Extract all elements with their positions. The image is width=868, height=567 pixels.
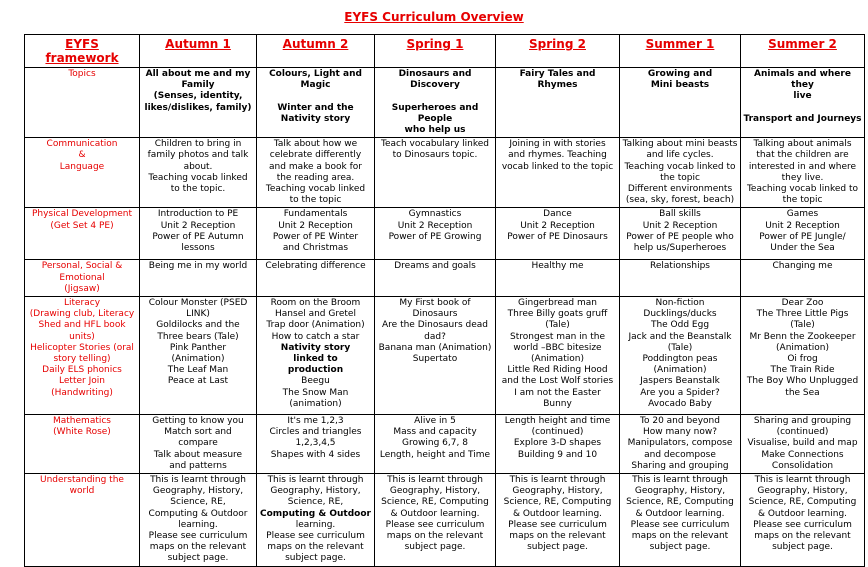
cell-line: It's me 1,2,3 (287, 416, 344, 427)
cell-line: lessons (181, 243, 215, 254)
row-label-line: Helicopter Stories (oral (30, 342, 134, 353)
cell-topics-summer-2 (741, 68, 865, 138)
cell-physical-development-summer-2 (741, 208, 865, 260)
cell-line: vocab linked to the topic (501, 161, 614, 172)
cell-line: Unit 2 Reception (278, 220, 353, 231)
cell-line: subject page. (772, 542, 833, 553)
cell-line: Poddington peas (642, 354, 718, 365)
cell-line: Science, RE, Computing (748, 497, 857, 508)
cell-line: linked to (293, 354, 338, 365)
cell-line: Sharing and grouping (753, 416, 852, 427)
cell-understanding-world-autumn-1 (140, 474, 257, 567)
cell-line: Please see curriculum (266, 531, 365, 542)
cell-line: Visualise, build and map (747, 438, 858, 449)
cell-line: The Train Ride (770, 365, 835, 376)
cell-line: Three bears (Tale) (157, 331, 239, 342)
cell-physical-development-spring-1 (375, 208, 496, 260)
cell-line: Three Billy goats gruff (507, 309, 608, 320)
cell-line: (Tale) (790, 320, 815, 331)
cell-line: Circles and triangles (269, 427, 362, 438)
cell-line: Please see curriculum (385, 519, 485, 530)
cell-line: Being me in my world (148, 261, 248, 272)
header-spring-1: Spring 1 (375, 35, 496, 68)
cell-line: Dance (543, 209, 572, 220)
cell-line: How to catch a star (271, 331, 360, 342)
cell-line: subject page. (404, 542, 466, 553)
row-label-line: Topics (68, 69, 96, 79)
cell-line: learning. (295, 519, 336, 530)
cell-line: Geography, History, (152, 486, 244, 497)
cell-line: Little Red Riding Hood (507, 365, 608, 376)
cell-line: Dinosaurs and Discovery (398, 69, 472, 91)
cell-line: & Outdoor learning. (512, 508, 603, 519)
row-communication-language (25, 138, 865, 208)
cell-line: Talking about mini beasts (622, 139, 738, 150)
cell-line: Dear Zoo (781, 298, 824, 309)
cell-topics-spring-2 (496, 68, 620, 138)
cell-line: live (793, 91, 812, 102)
cell-topics-autumn-2 (257, 68, 375, 138)
cell-line: who help us (404, 125, 466, 136)
cell-physical-development-autumn-1 (140, 208, 257, 260)
cell-line: & Outdoor learning. (390, 508, 480, 519)
cell-line: Please see curriculum (630, 519, 730, 530)
header-row (25, 35, 865, 68)
cell-line: Joining in with stories (509, 139, 606, 150)
cell-line: (Animation) (171, 354, 225, 365)
header-summer-1: Summer 1 (620, 35, 741, 68)
cell-line: Computing & Outdoor (148, 508, 248, 519)
cell-pse-spring-1 (375, 260, 496, 297)
cell-line: Introduction to PE (157, 209, 239, 220)
cell-line: Fairy Tales and Rhymes (519, 69, 596, 91)
cell-literacy-autumn-1 (140, 297, 257, 415)
row-label-line: Emotional (59, 272, 105, 283)
cell-mathematics-spring-2 (496, 415, 620, 474)
cell-line: subject page. (527, 542, 588, 553)
row-label-line: story telling) (53, 354, 111, 365)
cell-line: Fundamentals (283, 209, 348, 220)
cell-line: the reading area. (276, 172, 355, 183)
cell-line: Please see curriculum (508, 519, 607, 530)
cell-line: Power of PE Winter (272, 231, 359, 242)
cell-line: Match sort and (164, 427, 232, 438)
cell-line: This is learnt through (509, 475, 606, 486)
cell-line: (continued) (776, 427, 829, 438)
row-topics (25, 68, 865, 138)
row-literacy (25, 297, 865, 415)
cell-line: & Outdoor learning. (757, 508, 848, 519)
cell-line: Power of PE people who (626, 231, 734, 242)
cell-pse-autumn-1 (140, 260, 257, 297)
cell-line: subject page. (167, 553, 229, 564)
cell-line: Power of PE Jungle/ (759, 231, 846, 242)
cell-line: This is learnt through (754, 475, 851, 486)
cell-line: Avocado Baby (648, 398, 712, 409)
cell-line: Celebrating difference (265, 261, 366, 272)
cell-line: (Tale) (667, 342, 693, 353)
cell-line: (Animation) (531, 354, 584, 365)
cell-line: Science, RE, Computing (503, 497, 612, 508)
row-label-line: units) (69, 331, 95, 342)
row-label-understanding-world (25, 474, 140, 567)
row-label-topics (25, 68, 140, 138)
cell-line: Different environments (627, 184, 733, 195)
cell-line: Length height and time (504, 416, 611, 427)
cell-line: Jack and the Beanstalk (628, 331, 732, 342)
cell-line: Growing and (647, 69, 713, 79)
row-label-literacy (25, 297, 140, 415)
cell-line: Geography, History, (757, 486, 848, 497)
header-autumn-2: Autumn 2 (257, 35, 375, 68)
cell-topics-summer-1 (620, 68, 741, 138)
cell-literacy-spring-1 (375, 297, 496, 415)
cell-line: Room on the Broom (270, 298, 361, 309)
cell-understanding-world-summer-1 (620, 474, 741, 567)
cell-line: Teaching vocab linked (265, 184, 366, 195)
cell-line: (sea, sky, forest, beach) (625, 195, 735, 206)
cell-line: All about me and my (145, 69, 251, 79)
cell-line: Mass and capacity (393, 427, 477, 438)
cell-line: the topic (782, 195, 823, 206)
cell-line: Talking about animals (753, 139, 852, 150)
cell-literacy-autumn-2 (257, 297, 375, 415)
cell-line: To 20 and beyond (640, 416, 720, 427)
cell-line: Power of PE Growing (388, 231, 482, 242)
cell-line: help us/Superheroes (633, 243, 727, 254)
cell-understanding-world-autumn-2 (257, 474, 375, 567)
cell-line: the Sea (785, 387, 820, 398)
cell-line: Science, RE, Computing (381, 497, 489, 508)
cell-line: Talk about how we (273, 139, 358, 150)
cell-line: to Dinosaurs topic. (392, 150, 478, 161)
cell-line: Science, RE, (287, 497, 344, 508)
cell-pse-autumn-2 (257, 260, 375, 297)
cell-mathematics-summer-1 (620, 415, 741, 474)
cell-line: Family (181, 80, 215, 91)
cell-line: Consolidation (771, 460, 834, 471)
row-label-line: Mathematics (53, 416, 111, 427)
cell-line (259, 91, 372, 102)
cell-line: Oi frog (787, 354, 818, 365)
cell-line: Healthy me (531, 261, 584, 272)
cell-line: Winter and the (277, 102, 354, 113)
cell-topics-autumn-1 (140, 68, 257, 138)
cell-literacy-summer-2 (741, 297, 865, 415)
cell-line: Teaching vocab linked (148, 172, 248, 183)
cell-line: Animals and where they (754, 69, 851, 91)
row-label-line: Language (59, 161, 105, 172)
cell-mathematics-spring-1 (375, 415, 496, 474)
row-label-line: Personal, Social & (41, 261, 123, 272)
cell-line: Please see curriculum (148, 531, 248, 542)
cell-line: Games (786, 209, 819, 220)
cell-line: production (287, 365, 344, 376)
cell-line: This is learnt through (387, 475, 483, 486)
cell-line: and the Lost Wolf stories (501, 376, 614, 387)
cell-line: interested in and where (748, 161, 857, 172)
row-label-line: Understanding the (40, 475, 124, 486)
cell-line: subject page. (649, 542, 711, 553)
cell-line: and make a book for (269, 161, 362, 172)
cell-line: Changing me (772, 261, 833, 272)
cell-line: the topic (660, 172, 700, 183)
cell-line: Supertato (412, 354, 458, 365)
row-label-pse (25, 260, 140, 297)
cell-line: Strongest man in the (510, 331, 605, 342)
cell-line: (animation) (289, 398, 342, 409)
row-label-line: (Drawing club, Literacy (29, 309, 135, 320)
cell-line: Computing & Outdoor (260, 508, 371, 519)
cell-physical-development-autumn-2 (257, 208, 375, 260)
cell-line: Hansel and Gretel (275, 309, 356, 320)
cell-line: The Three Little Pigs (756, 309, 849, 320)
page-title: EYFS Curriculum Overview (344, 10, 524, 24)
cell-line: Gymnastics (408, 209, 462, 220)
cell-line: Teach vocabulary linked (381, 139, 489, 150)
cell-line: Growing 6,7, 8 (402, 438, 468, 449)
cell-line: Explore 3-D shapes (513, 438, 602, 449)
cell-line: Beegu (301, 376, 330, 387)
cell-line: Manipulators, compose (627, 438, 733, 449)
cell-line (377, 91, 493, 102)
cell-line: Dreams and goals (394, 261, 476, 272)
cell-communication-language-spring-2 (496, 138, 620, 208)
cell-line: Dinosaurs (412, 309, 458, 320)
cell-pse-summer-1 (620, 260, 741, 297)
cell-line: Length, height and Time (379, 449, 491, 460)
cell-line: The Odd Egg (650, 320, 710, 331)
cell-line: Pink Panther (169, 342, 227, 353)
row-label-line: world (69, 486, 95, 497)
cell-line: Mini beasts (650, 80, 710, 91)
cell-mathematics-autumn-2 (257, 415, 375, 474)
cell-line: about. (183, 161, 213, 172)
row-label-line: (Handwriting) (51, 387, 113, 398)
cell-line: maps on the relevant (754, 531, 851, 542)
cell-line: Under the Sea (770, 243, 835, 254)
row-label-line: Communication (46, 139, 118, 150)
cell-line: Ducklings/ducks (643, 309, 717, 320)
cell-line: to the topic. (170, 184, 226, 195)
row-label-line: & (78, 150, 86, 161)
cell-line: and life cycles. (646, 150, 714, 161)
cell-line: maps on the relevant (631, 531, 729, 542)
row-physical-development (25, 208, 865, 260)
header-spring-2: Spring 2 (496, 35, 620, 68)
cell-line: (Animation) (653, 365, 707, 376)
row-label-line: Letter Join (59, 376, 105, 387)
cell-line: Banana man (Animation) (378, 342, 492, 353)
cell-line (743, 103, 862, 114)
cell-line: Shapes with 4 sides (270, 449, 361, 460)
cell-pse-spring-2 (496, 260, 620, 297)
cell-line: celebrate differently (269, 150, 362, 161)
cell-line: This is learnt through (150, 475, 246, 486)
cell-line: Unit 2 Reception (642, 220, 718, 231)
cell-line: (continued) (531, 427, 584, 438)
header-autumn-1: Autumn 1 (140, 35, 257, 68)
cell-line: Science, RE, Computing (626, 497, 734, 508)
row-label-line: Shed and HFL book (38, 320, 126, 331)
cell-line: Geography, History, (270, 486, 361, 497)
cell-line: Unit 2 Reception (397, 220, 473, 231)
cell-line: Relationships (650, 261, 710, 272)
row-label-line: (Get Set 4 PE) (50, 220, 114, 231)
cell-line: (Tale) (545, 320, 570, 331)
cell-communication-language-summer-2 (741, 138, 865, 208)
cell-line: Nativity story (280, 113, 351, 124)
cell-line: Power of PE Dinosaurs (507, 231, 608, 242)
row-label-line: Literacy (63, 298, 101, 309)
cell-line: Goldilocks and the (156, 320, 240, 331)
cell-line: I am not the Easter (514, 387, 601, 398)
cell-line: maps on the relevant (149, 542, 247, 553)
cell-line: Getting to know you (152, 416, 244, 427)
cell-line: subject page. (285, 553, 346, 564)
header-framework: EYFS framework (25, 35, 140, 68)
cell-line: family photos and talk (147, 150, 249, 161)
cell-line: they live. (781, 172, 824, 183)
cell-line: Unit 2 Reception (160, 220, 236, 231)
cell-line: LINK) (186, 309, 210, 320)
row-label-mathematics (25, 415, 140, 474)
cell-line: likes/dislikes, family) (144, 102, 252, 113)
cell-understanding-world-spring-1 (375, 474, 496, 567)
cell-line: Teaching vocab linked to (746, 184, 859, 195)
cell-line: Superheroes and People (391, 102, 479, 124)
cell-line: (Senses, identity, (153, 91, 243, 102)
cell-communication-language-summer-1 (620, 138, 741, 208)
cell-line: maps on the relevant (267, 542, 364, 553)
cell-line: that the children are (756, 150, 849, 161)
cell-line: & Outdoor learning. (635, 508, 725, 519)
cell-line: Unit 2 Reception (520, 220, 595, 231)
cell-line: Geography, History, (389, 486, 481, 497)
cell-line: Nativity story (280, 342, 351, 353)
cell-line: compare (178, 438, 218, 449)
cell-line: Trap door (Animation) (266, 320, 365, 331)
row-label-communication-language (25, 138, 140, 208)
cell-line: This is learnt through (267, 475, 364, 486)
cell-line: Please see curriculum (753, 519, 852, 530)
cell-line: How many now? (642, 427, 718, 438)
cell-line: The Boy Who Unplugged (746, 376, 859, 387)
cell-line: Geography, History, (512, 486, 603, 497)
cell-line: Bunny (543, 398, 572, 409)
cell-line: dad? (424, 331, 446, 342)
cell-line: Mr Benn the Zookeeper (749, 331, 856, 342)
cell-line: to the topic (289, 195, 342, 206)
cell-line: world –BBC bitesize (513, 342, 602, 353)
cell-line: Magic (300, 80, 331, 91)
cell-line: Talk about measure (153, 449, 243, 460)
row-pse (25, 260, 865, 297)
cell-literacy-summer-1 (620, 297, 741, 415)
cell-line: maps on the relevant (386, 531, 484, 542)
cell-line: Unit 2 Reception (765, 220, 840, 231)
cell-physical-development-summer-1 (620, 208, 741, 260)
cell-line: Alive in 5 (414, 416, 456, 427)
cell-line: Are you a Spider? (640, 387, 720, 398)
cell-pse-summer-2 (741, 260, 865, 297)
cell-line: and Christmas (282, 243, 349, 254)
cell-communication-language-autumn-1 (140, 138, 257, 208)
cell-line: This is learnt through (632, 475, 728, 486)
cell-line: learning. (178, 519, 218, 530)
cell-line: My First book of (399, 298, 471, 309)
curriculum-table (24, 34, 865, 567)
header-summer-2: Summer 2 (741, 35, 865, 68)
row-label-line: (Jigsaw) (64, 283, 100, 294)
cell-communication-language-spring-1 (375, 138, 496, 208)
cell-literacy-spring-2 (496, 297, 620, 415)
cell-line: (Animation) (776, 342, 829, 353)
cell-line: The Leaf Man (167, 365, 229, 376)
cell-line: Are the Dinosaurs dead (382, 320, 488, 331)
cell-understanding-world-summer-2 (741, 474, 865, 567)
cell-line: Gingerbread man (518, 298, 597, 309)
row-label-line: Daily ELS phonics (42, 365, 122, 376)
cell-line: and rhymes. Teaching (508, 150, 607, 161)
cell-line: and decompose (644, 449, 716, 460)
cell-line: Colour Monster (PSED (148, 298, 248, 309)
cell-line: Make Connections (761, 449, 844, 460)
cell-line: Jaspers Beanstalk (640, 376, 720, 387)
cell-communication-language-autumn-2 (257, 138, 375, 208)
cell-line: and patterns (169, 460, 227, 471)
row-label-line: (White Rose) (53, 427, 111, 438)
cell-line: maps on the relevant (509, 531, 606, 542)
cell-line: Non-fiction (655, 298, 705, 309)
row-understanding-world (25, 474, 865, 567)
cell-line: Science, RE, (170, 497, 226, 508)
cell-line: Colours, Light and (269, 69, 362, 79)
cell-line: Children to bring in (154, 139, 242, 150)
cell-physical-development-spring-2 (496, 208, 620, 260)
cell-line: 1,2,3,4,5 (295, 438, 336, 449)
cell-line: Ball skills (659, 209, 701, 220)
cell-line: Sharing and grouping (631, 460, 729, 471)
cell-line: Power of PE Autumn (152, 231, 244, 242)
cell-line: Peace at Last (167, 376, 229, 387)
row-label-line: Physical Development (31, 209, 133, 220)
cell-line: The Snow Man (282, 387, 349, 398)
cell-line: Building 9 and 10 (517, 449, 598, 460)
cell-mathematics-autumn-1 (140, 415, 257, 474)
cell-line: Transport and Journeys (743, 113, 862, 124)
cell-line: Teaching vocab linked to (624, 161, 736, 172)
row-label-physical-development (25, 208, 140, 260)
cell-understanding-world-spring-2 (496, 474, 620, 567)
cell-line: Geography, History, (634, 486, 726, 497)
row-mathematics (25, 415, 865, 474)
cell-mathematics-summer-2 (741, 415, 865, 474)
cell-topics-spring-1 (375, 68, 496, 138)
